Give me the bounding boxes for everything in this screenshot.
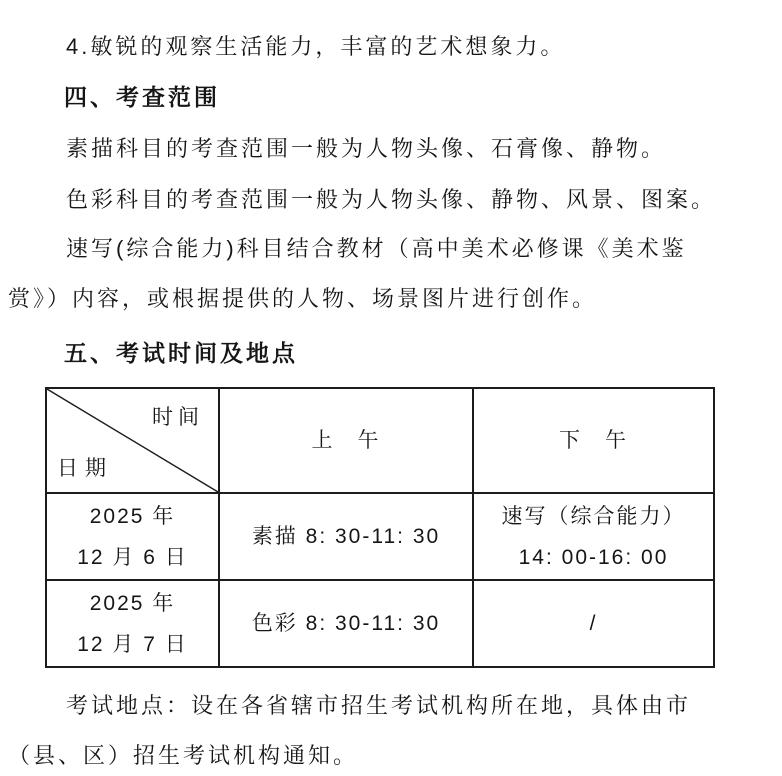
corner-time-label: 时间 bbox=[152, 406, 204, 429]
morning-cell-color bbox=[219, 580, 473, 667]
column-header-morning bbox=[219, 388, 473, 493]
morning-exam-label: 素描 8: 30-11: 30 bbox=[251, 524, 441, 548]
exam-schedule-table bbox=[45, 387, 715, 668]
morning-exam-label: 色彩 8: 30-11: 30 bbox=[251, 611, 441, 635]
corner-cell-date-time bbox=[46, 388, 219, 493]
column-header-afternoon bbox=[473, 388, 714, 493]
paragraph-exam-location-line1: 考试地点：设在各省辖市招生考试机构所在地，具体由市 bbox=[66, 693, 692, 718]
paragraph-color-scope: 色彩科目的考查范围一般为人物头像、静物、风景、图案。 bbox=[66, 187, 717, 212]
afternoon-exam-name: 速写（综合能力） bbox=[501, 504, 686, 528]
table-row bbox=[46, 580, 714, 667]
date-cell-dec7 bbox=[46, 580, 219, 667]
afternoon-cell-quicksketch bbox=[473, 493, 714, 580]
section-heading-exam-time-place: 五、考试时间及地点 bbox=[64, 340, 298, 366]
morning-cell-sketch bbox=[219, 493, 473, 580]
paragraph-sketch-scope: 素描科目的考查范围一般为人物头像、石膏像、静物。 bbox=[66, 136, 667, 161]
paragraph-quicksketch-scope-line2: 赏》）内容，或根据提供的人物、场景图片进行创作。 bbox=[8, 286, 598, 311]
afternoon-exam-time: 14: 00-16: 00 bbox=[518, 545, 669, 569]
date-year: 2025 年 bbox=[89, 591, 176, 615]
date-cell-dec6 bbox=[46, 493, 219, 580]
exam-schedule-table-wrap bbox=[45, 387, 774, 668]
paragraph-exam-location-line2: （县、区）招生考试机构通知。 bbox=[8, 743, 359, 768]
afternoon-cell-empty bbox=[473, 580, 714, 667]
table-row bbox=[46, 493, 714, 580]
date-monthday: 12 月 6 日 bbox=[77, 545, 188, 569]
paragraph-ability-4: 4.敏锐的观察生活能力，丰富的艺术想象力。 bbox=[66, 34, 566, 59]
afternoon-empty-slash: / bbox=[589, 611, 598, 635]
section-heading-exam-scope: 四、考查范围 bbox=[64, 84, 220, 110]
schedule-header-row bbox=[46, 388, 714, 493]
date-year: 2025 年 bbox=[89, 504, 176, 528]
date-monthday: 12 月 7 日 bbox=[77, 632, 188, 656]
column-header-afternoon-label: 下 午 bbox=[559, 428, 628, 452]
column-header-morning-label: 上 午 bbox=[311, 428, 381, 452]
corner-date-label: 日期 bbox=[57, 457, 113, 480]
paragraph-quicksketch-scope-line1: 速写(综合能力)科目结合教材（高中美术必修课《美术鉴 bbox=[66, 236, 687, 261]
